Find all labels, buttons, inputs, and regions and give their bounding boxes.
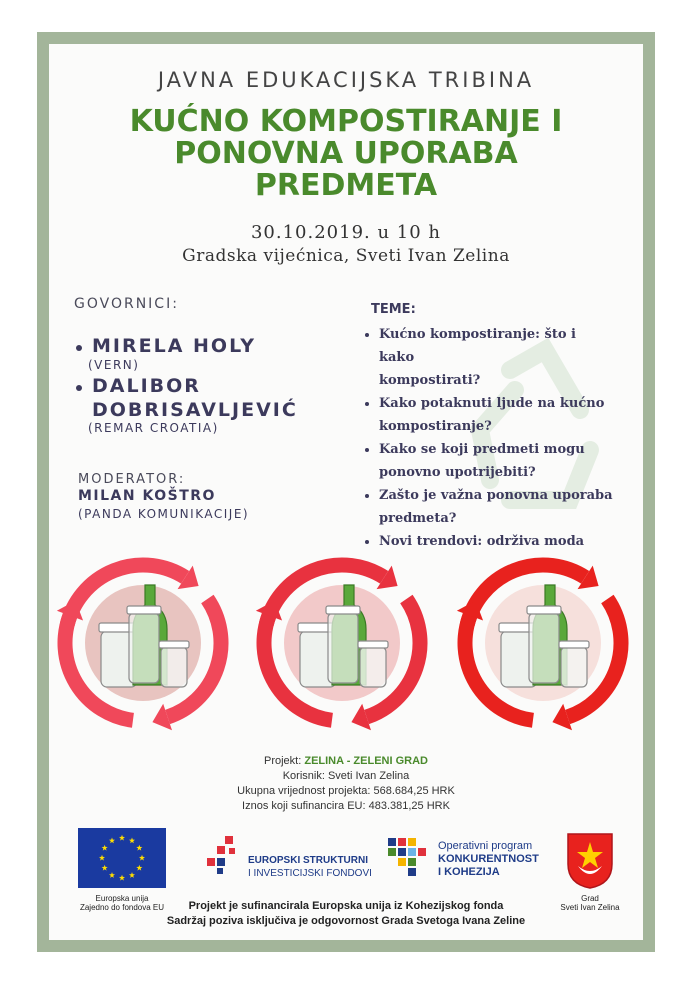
jars-recycle-graphic <box>55 555 635 735</box>
event-title <box>60 106 632 202</box>
topic-item: • Kako se koji predmeti mogu ponovno upotrijebiti? <box>379 438 613 484</box>
project-line <box>0 755 692 767</box>
op-logo-icon <box>388 838 432 876</box>
title-line: PREDMETA <box>254 168 438 203</box>
topics-label: TEME: <box>371 302 416 317</box>
moderator-name: MILAN KOŠTRO <box>78 488 216 504</box>
speaker-name: DOBRISAVLJEVIĆ <box>92 399 298 421</box>
recycle-circle <box>256 565 420 730</box>
esi-funds-logo-text: EUROPSKI STRUKTURNI I INVESTICIJSKI FONDOVI <box>248 855 372 879</box>
esi-funds-icon <box>205 836 245 876</box>
footer-line: Sadržaj poziva isključiva je odgovornost Grada Svetoga Ivana Zeline <box>166 915 526 927</box>
recycle-circle <box>57 565 221 730</box>
title-line: PONOVNA UPORABA <box>174 136 518 171</box>
jar <box>360 647 386 687</box>
jar <box>529 613 559 683</box>
bullet <box>76 385 82 391</box>
eu-caption: Europska unija Zajedno do fondova EU <box>79 894 165 912</box>
project-prefix: Projekt: <box>263 755 305 767</box>
jar <box>561 647 587 687</box>
speakers-label: GOVORNICI: <box>74 296 179 312</box>
event-place: Gradska vijećnica, Sveti Ivan Zelina <box>182 246 510 266</box>
topic-item: • Novi trendovi: održiva moda <box>379 530 613 553</box>
project-eu-amount: Iznos koji sufinancira EU: 483.381,25 HRK <box>242 800 450 812</box>
city-caption: Grad Sveti Ivan Zelina <box>560 894 620 912</box>
project-name: ZELINA - ZELENI GRAD <box>304 755 428 767</box>
jar <box>129 613 159 683</box>
footer-line: Projekt je sufinancirala Europska unija iz Kohezijskog fonda <box>188 900 504 912</box>
city-coat-of-arms-icon <box>566 832 614 890</box>
topic-item: • Zašto je važna ponovna uporaba predmeta? <box>379 484 613 530</box>
topic-item: • Kućno kompostiranje: što i kako kompostirati? <box>379 323 613 392</box>
project-beneficiary: Korisnik: Sveti Ivan Zelina <box>282 770 410 782</box>
speaker-org: (REMAR CROATIA) <box>88 421 219 435</box>
jar <box>161 647 187 687</box>
speaker-name: DALIBOR <box>92 375 201 397</box>
title-line: KUĆNO KOMPOSTIRANJE I <box>129 104 563 139</box>
speaker-org: (VERN) <box>88 358 140 372</box>
event-date: 30.10.2019. u 10 h <box>250 222 442 243</box>
op-logo-text: Operativni program KONKURENTNOST I KOHEZIJA <box>438 840 539 878</box>
moderator-org: (PANDA KOMUNIKACIJE) <box>78 507 250 521</box>
topic-item: • Kako potaknuti ljude na kućno kompostiranje? <box>379 392 613 438</box>
eu-flag-icon <box>78 828 166 888</box>
speaker-name: MIRELA HOLY <box>92 335 256 357</box>
jar <box>328 613 358 683</box>
event-type: JAVNA EDUKACIJSKA TRIBINA <box>157 68 535 92</box>
moderator-label: MODERATOR: <box>78 472 186 487</box>
recycle-circle <box>457 565 621 730</box>
project-total: Ukupna vrijednost projekta: 568.684,25 HRK <box>237 785 455 797</box>
recycling-illustration <box>55 555 635 735</box>
bullet <box>76 345 82 351</box>
topics-list <box>363 302 613 553</box>
